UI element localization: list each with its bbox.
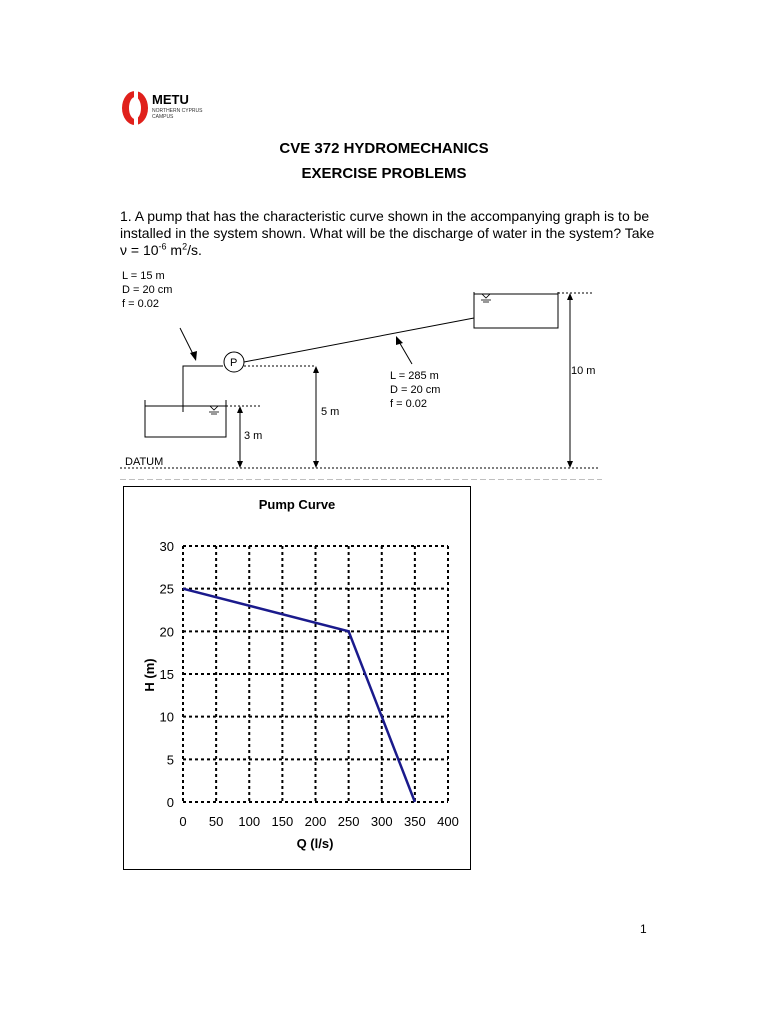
dim-10m-label: 10 m (571, 365, 596, 377)
chart-grid (183, 546, 448, 802)
chart-title: Pump Curve (258, 497, 336, 512)
pipe1-diameter: D = 20 cm (122, 284, 173, 296)
logo-line1: NORTHERN CYPRUS (152, 108, 203, 114)
problem-text: 1. A pump that has the characteristic curve shown in the accompanying graph is to be installed in the system shown. What will be the discharge of water in the system? Take (120, 208, 655, 241)
pump-curve-chart (123, 486, 471, 870)
y-tick-labels (160, 539, 174, 810)
x-tick-label: 250 (337, 814, 360, 829)
y-tick-label: 20 (159, 624, 174, 640)
x-tick-label: 350 (404, 814, 426, 829)
pump-label: P (230, 357, 238, 369)
datum-label: DATUM (125, 456, 164, 468)
pipe1-friction: f = 0.02 (122, 298, 160, 310)
pipe-system-diagram (0, 260, 768, 480)
y-tick-label: 0 (166, 795, 174, 810)
y-tick-label: 10 (159, 709, 174, 725)
pipe1-arrow (180, 328, 194, 356)
water-level-symbol (481, 294, 491, 302)
y-tick-label: 15 (159, 667, 174, 682)
pump-curve-line (183, 589, 415, 802)
pipe2-length: L = 285 m (390, 370, 439, 382)
y-tick-label: 5 (166, 752, 174, 768)
logo-name: METU (152, 92, 189, 107)
x-tick-label: 150 (271, 814, 294, 829)
discharge-pipe (244, 318, 474, 362)
y-tick-label: 30 (159, 539, 174, 554)
x-axis-label: Q (l/s) (296, 836, 334, 851)
logo-line2: CAMPUS (152, 114, 174, 120)
viscosity-value: $\nu = 10^{-6}$ $m^2/s$. (120, 241, 202, 258)
water-level-symbol (209, 406, 219, 414)
pipe2-diameter: D = 20 cm (390, 384, 441, 396)
chart-series (183, 589, 415, 802)
pipe2-friction: f = 0.02 (390, 398, 428, 410)
x-tick-label: 400 (437, 814, 459, 829)
metu-logo (120, 88, 230, 128)
course-title: CVE 372 HYDROMECHANICS (279, 140, 489, 157)
page-number: 1 (640, 922, 647, 936)
x-tick-label: 50 (208, 814, 224, 829)
y-tick-label: 25 (159, 581, 174, 597)
x-tick-labels (179, 814, 458, 829)
y-axis-label: H (m) (142, 658, 157, 692)
dim-3m-label: 3 m (244, 430, 263, 442)
problem-statement (120, 208, 660, 259)
suction-pipe (183, 366, 223, 412)
x-tick-label: 300 (370, 814, 393, 829)
page-subtitle: EXERCISE PROBLEMS (301, 165, 467, 182)
x-tick-label: 0 (179, 814, 187, 829)
pipe1-length: L = 15 m (122, 270, 165, 282)
dim-5m-label: 5 m (321, 406, 340, 418)
x-tick-label: 100 (238, 814, 261, 829)
x-tick-label: 200 (304, 814, 327, 829)
